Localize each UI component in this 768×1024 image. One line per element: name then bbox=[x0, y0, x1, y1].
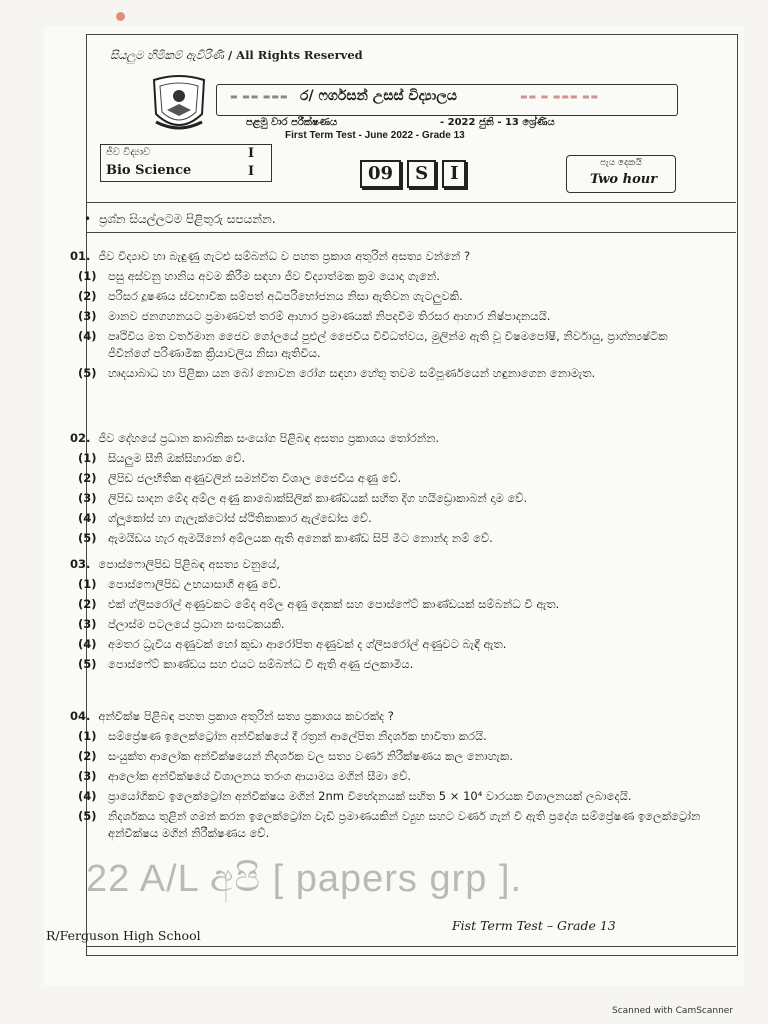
option-text: සංයුක්ත ආලෝක අන්වීක්ෂයෙන් නිදර්ශක වල සත්‍ය වර්ණ නිරීක්ෂණය කල නොහැක. bbox=[108, 749, 513, 763]
time-sinhala: පැය දෙකයි bbox=[600, 158, 642, 168]
option-text: ප්ලාස්ම පටලයේ ප්‍රධාන සංඝටකයකි. bbox=[108, 617, 285, 631]
question-text: අන්වීක්ෂ පිළිබඳ පහත ප්‍රකාශ අතුරින් සත්‍ය ප්‍රකාශය කවරක්ද ? bbox=[98, 709, 394, 723]
subject-code bbox=[360, 160, 466, 188]
code-box: I bbox=[442, 160, 466, 188]
option-number: (3) bbox=[78, 491, 97, 505]
term-sinhala-date: - 2022 ජුනි - 13 ශ්‍රේණිය bbox=[440, 117, 555, 128]
option-text: පරිසර දූෂණය ස්වභාවික සම්පත් අධිපරිභෝජනය නිසා ඇතිවන ගැටලුවකි. bbox=[108, 289, 463, 303]
option-text: හෘදයාබාධ හා පිළිකා යන බෝ නොවන රෝග සඳහා හේතු තවම සම්පූර්ණයෙන් හඳුනාගෙන නොමැත. bbox=[108, 366, 596, 380]
option bbox=[70, 808, 710, 842]
option-number: (2) bbox=[78, 289, 97, 303]
option-text: ලිපිඩ සාදන මේද අම්ල අණු කාබොක්සිලික් කාණ්ඩයක් සහිත දිග හයිඩ්‍රොකාබන් දාම වේ. bbox=[108, 491, 528, 505]
option bbox=[70, 616, 710, 633]
option-number: (3) bbox=[78, 309, 97, 323]
option-number: (4) bbox=[78, 637, 97, 651]
option bbox=[70, 788, 710, 805]
term-english: First Term Test - June 2022 - Grade 13 bbox=[285, 130, 465, 141]
school-name: ර/ ෆර්ගසන් උසස් විද්‍යාලය bbox=[300, 88, 457, 104]
option bbox=[70, 576, 710, 593]
option-text: ලිපිඩ ජලභීතික අණුවලින් සමන්විත විශාල ජෛවීය අණු වේ. bbox=[108, 471, 402, 485]
option-text: මානව ජනගහනයට ප්‍රමාණවත් තරම් ආහාර ප්‍රමාණයක් නිපදවීම තිරසර ආහාර නිෂ්පාදනයයි. bbox=[108, 309, 551, 323]
question bbox=[70, 708, 710, 842]
option bbox=[70, 728, 710, 745]
option-text: සියලුම සීනි ඔක්සිහාරක වේ. bbox=[108, 451, 246, 465]
option-text: පොස්ෆේට් කාණ්ඩය සහ එයට සම්බන්ධ වී ඇති අණු ජලකාමීය. bbox=[108, 657, 414, 671]
rights-line bbox=[110, 48, 363, 63]
scanner-stamp: Scanned with CamScanner bbox=[612, 1006, 734, 1016]
school-crest-logo bbox=[148, 74, 210, 138]
option bbox=[70, 768, 710, 785]
option bbox=[70, 636, 710, 653]
footer-school: R/Ferguson High School bbox=[46, 928, 201, 943]
option-number: (1) bbox=[78, 451, 97, 465]
code-box: S bbox=[407, 160, 436, 188]
option-text: ඇමයිඩය හැර ඇමයිනෝ අම්ලයක ඇති අනෙක් කාණ්ඩ සිපි මිට නොන්ද නම් වේ. bbox=[108, 531, 493, 545]
question-text: ජීව විද්‍යාව හා බැඳුණු ගැටළු සම්බන්ධ ව පහත ප්‍රකාශ අතුරින් අසත්‍ය වන්නේ ? bbox=[98, 249, 471, 263]
option-number: (5) bbox=[78, 809, 97, 823]
term-sinhala: පළමු වාර පරීක්ෂණය bbox=[246, 117, 338, 128]
code-box: 09 bbox=[360, 160, 401, 188]
option-number: (1) bbox=[78, 729, 97, 743]
option-number: (5) bbox=[78, 366, 97, 380]
option bbox=[70, 288, 710, 305]
paper-number-en: I bbox=[248, 164, 255, 179]
option bbox=[70, 308, 710, 325]
faint-text-left: ▬ ▬▬ ▬▬▬ bbox=[230, 92, 289, 101]
question-text: පොස්ෆොලිපිඩ පිළිබඳ අසත්‍ය වනුයේ, bbox=[98, 557, 280, 571]
ink-spot bbox=[116, 12, 125, 21]
question bbox=[70, 248, 710, 382]
header-rule bbox=[86, 202, 736, 203]
option-number: (2) bbox=[78, 597, 97, 611]
option-number: (3) bbox=[78, 769, 97, 783]
option-text: ග්ලූකෝස් හා ගැලැක්ටෝස් ස්ථිතිකාකාර ඇල්ඩෝස වේ. bbox=[108, 511, 372, 525]
option bbox=[70, 328, 710, 362]
option bbox=[70, 490, 710, 507]
question-number: 02. bbox=[70, 431, 91, 445]
option bbox=[70, 748, 710, 765]
time-english: Two hour bbox=[590, 172, 658, 187]
option-text: නිදර්ශකය තුළින් ගමන් කරන ඉලෙක්ට්‍රෝන වැඩි ප්‍රමාණයකින් ව්‍යුහ සහට වර්ණ ගැන් වී ඇති ප්‍රදේශ සම්ප්‍රේෂණ ඉලෙක්ට්‍රෝන අන්වීක්ෂය මගින් නිරීක්ෂණය වේ. bbox=[108, 809, 701, 840]
question-number: 01. bbox=[70, 249, 91, 263]
watermark: 22 A/L අපි [ papers grp ]. bbox=[86, 858, 523, 900]
option bbox=[70, 596, 710, 613]
option-text: ප්‍රායෝගිකව ඉලෙක්ට්‍රෝන අන්වීක්ෂය මගින් 2nm විභේදනයක් සහිත 5 × 10⁴ වාරයක විශාලනයක් ලබාදෙයි. bbox=[108, 789, 632, 803]
option-text: එක් ග්ලිසරෝල් අණුවකට මේද අම්ල අණු දෙකක් සහ පොස්ෆේට් කාණ්ඩයක් සම්බන්ධ වී ඇත. bbox=[108, 597, 560, 611]
option-number: (4) bbox=[78, 329, 97, 343]
question-number: 04. bbox=[70, 709, 91, 723]
option bbox=[70, 450, 710, 467]
rights-en: / All Rights Reserved bbox=[227, 48, 363, 62]
instruction-rule bbox=[86, 232, 736, 233]
option bbox=[70, 530, 710, 547]
option-text: සම්ප්‍රේෂණ ඉලෙක්ට්‍රෝන අන්වීක්ෂයේ දී රත්‍රන් ආලේපිත නිදර්ශක භාවිතා කරයි. bbox=[108, 729, 487, 743]
option bbox=[70, 510, 710, 527]
option-text: පසු අස්වනු හානිය අවම කිරීම සඳහා ජීව විද්‍යාත්මක ක්‍රම යොදා ගැනේ. bbox=[108, 269, 440, 283]
rights-si: සියලුම හිමිකම් ඇවිරිණි bbox=[110, 48, 224, 62]
option-number: (4) bbox=[78, 511, 97, 525]
subject-english: Bio Science bbox=[106, 163, 192, 178]
option bbox=[70, 268, 710, 285]
faint-text-right: ▬▬ ▬ ▬▬▬ ▬▬ bbox=[520, 92, 600, 101]
option-text: ආලෝක අන්වීක්ෂයේ විශාලනය තරංග ආයාමය මගින් සීමා වේ. bbox=[108, 769, 412, 783]
option bbox=[70, 470, 710, 487]
question bbox=[70, 430, 710, 547]
option-text: පෘථිවිය මත වර්තමාන ජෛව ගෝලයේ පුළුල් ජෛවීය විවිධත්වය, මුලින්ම ඇති වූ විෂමපෝෂී, නිර්වායු, ප්‍රාග්න්‍යෂ්ටික ජීවීන්ගේ පරිණාමික ක්‍රියාවලිය නිසා ඇතිවිය. bbox=[108, 329, 668, 360]
option-number: (3) bbox=[78, 617, 97, 631]
option-number: (5) bbox=[78, 531, 97, 545]
option-number: (2) bbox=[78, 749, 97, 763]
instruction bbox=[84, 212, 276, 227]
option-text: පොස්ෆොලිපිඩ උභයාසාගී අණු වේ. bbox=[108, 577, 282, 591]
subject-sinhala: ජීව විද්‍යාව bbox=[106, 147, 151, 158]
question bbox=[70, 556, 710, 673]
option-number: (5) bbox=[78, 657, 97, 671]
bullet-icon: • bbox=[84, 212, 92, 226]
option-number: (1) bbox=[78, 269, 97, 283]
option bbox=[70, 656, 710, 673]
option-number: (1) bbox=[78, 577, 97, 591]
option bbox=[70, 365, 710, 382]
option-number: (2) bbox=[78, 471, 97, 485]
option-number: (4) bbox=[78, 789, 97, 803]
instruction-text: ප්‍රශ්න සියල්ලටම පිළිතුරු සපයන්න. bbox=[99, 212, 276, 226]
paper-number-si: I bbox=[248, 146, 255, 161]
question-number: 03. bbox=[70, 557, 91, 571]
footer-test: Fist Term Test – Grade 13 bbox=[452, 918, 616, 933]
footer-rule bbox=[86, 946, 736, 947]
option-text: අමතර ධ්‍රැවීය අණුවක් හෝ කුඩා ආරෝපිත අණුවක් ද ග්ලිසරෝල් අණුවට බැඳී ඇත. bbox=[108, 637, 507, 651]
question-text: ජීව දේහයේ ප්‍රධාන කාබනික සංයෝග පිළිබඳ අසත්‍ය ප්‍රකාශය තෝරන්න. bbox=[98, 431, 440, 445]
